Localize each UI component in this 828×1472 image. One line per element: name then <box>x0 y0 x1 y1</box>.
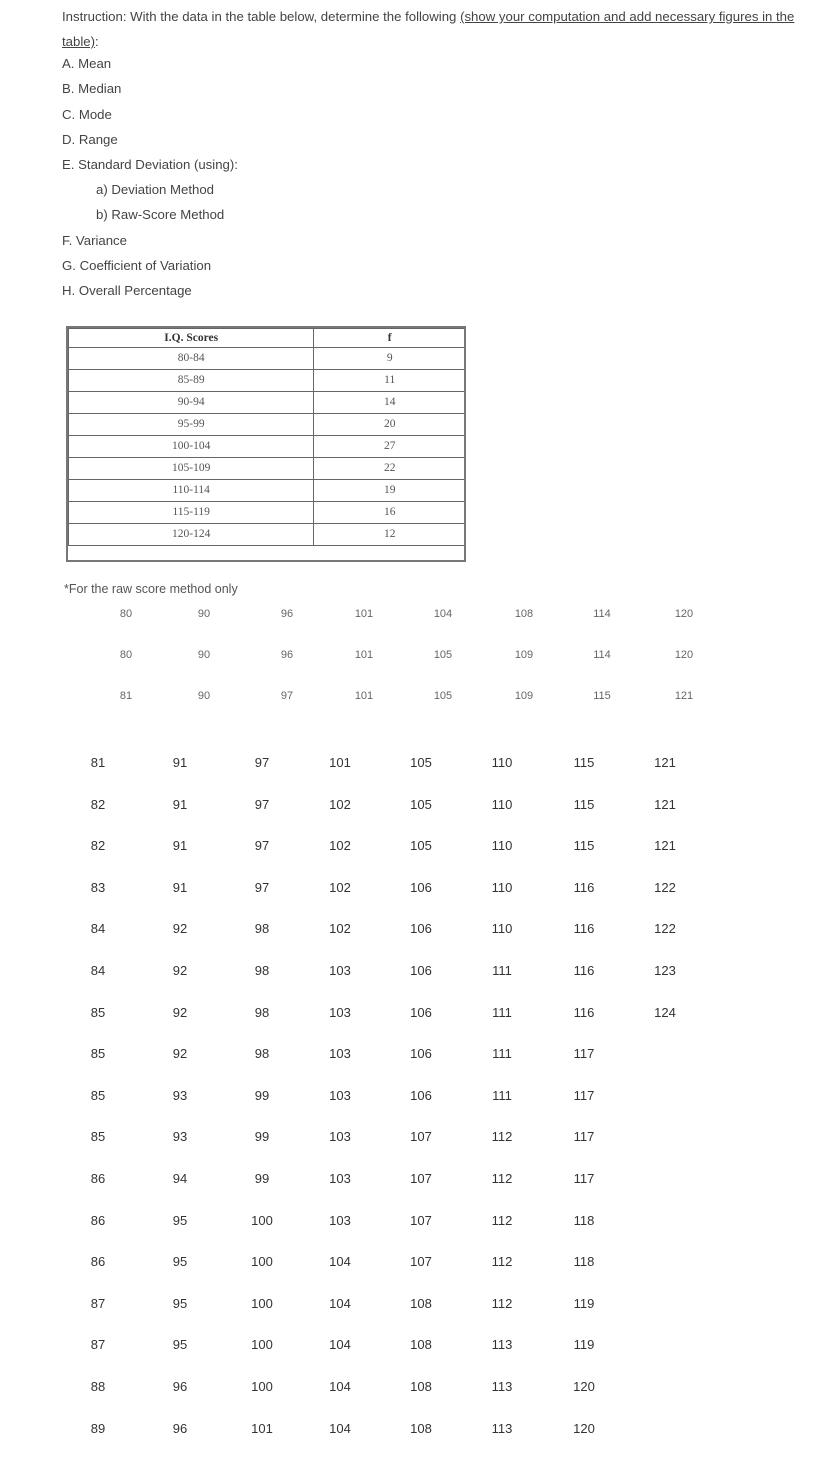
score-value: 108 <box>410 1421 432 1436</box>
score-value: 106 <box>410 1005 432 1020</box>
raw-score-value: 90 <box>197 690 211 702</box>
frequency-table-row <box>69 480 466 502</box>
score-value: 99 <box>254 1171 270 1186</box>
score-value: 115 <box>573 755 595 770</box>
frequency-cell: 20 <box>314 414 466 436</box>
score-value: 99 <box>254 1129 270 1144</box>
score-value: 112 <box>491 1129 513 1144</box>
frequency-cell: 14 <box>314 392 466 414</box>
score-value: 121 <box>654 838 676 853</box>
score-value: 92 <box>172 963 188 978</box>
frequency-cell: 22 <box>314 458 466 480</box>
score-value: 118 <box>573 1213 595 1228</box>
score-value: 87 <box>90 1296 106 1311</box>
score-value: 98 <box>254 1046 270 1061</box>
score-value: 100 <box>251 1213 273 1228</box>
score-value: 111 <box>492 1046 512 1061</box>
score-value: 103 <box>329 1213 351 1228</box>
score-value: 121 <box>654 755 676 770</box>
score-value: 87 <box>90 1337 106 1352</box>
score-value: 99 <box>254 1088 270 1103</box>
score-value: 95 <box>172 1254 188 1269</box>
score-value: 86 <box>90 1254 106 1269</box>
score-value: 91 <box>172 755 188 770</box>
frequency-cell: 19 <box>314 480 466 502</box>
score-value: 110 <box>491 921 513 936</box>
score-value: 113 <box>491 1337 513 1352</box>
score-value: 97 <box>254 880 270 895</box>
raw-score-value: 115 <box>593 690 611 702</box>
score-value: 106 <box>410 1046 432 1061</box>
score-value: 100 <box>251 1296 273 1311</box>
class-interval-cell: 105-109 <box>69 458 314 480</box>
score-value: 104 <box>329 1254 351 1269</box>
class-interval-cell: 100-104 <box>69 436 314 458</box>
score-value: 111 <box>492 1005 512 1020</box>
score-value: 107 <box>410 1213 432 1228</box>
score-value: 121 <box>654 797 676 812</box>
score-value: 85 <box>90 1088 106 1103</box>
item-coefficient-of-variation: G. Coefficient of Variation <box>62 258 212 273</box>
raw-score-value: 105 <box>433 649 453 661</box>
score-value: 104 <box>329 1337 351 1352</box>
score-value: 91 <box>172 880 188 895</box>
score-value: 92 <box>172 1046 188 1061</box>
score-value: 115 <box>573 838 595 853</box>
raw-score-value: 120 <box>674 608 694 620</box>
frequency-table-row <box>69 348 466 370</box>
class-interval-cell: 80-84 <box>69 348 314 370</box>
raw-score-value: 108 <box>514 608 534 620</box>
score-value: 106 <box>410 921 432 936</box>
raw-score-note: *For the raw score method only <box>64 582 238 596</box>
score-value: 88 <box>90 1379 106 1394</box>
score-value: 95 <box>172 1296 188 1311</box>
class-interval-cell: 115-119 <box>69 502 314 524</box>
score-value: 84 <box>90 963 106 978</box>
frequency-table-row <box>69 458 466 480</box>
score-value: 98 <box>254 963 270 978</box>
score-value: 96 <box>172 1379 188 1394</box>
raw-score-value: 104 <box>433 608 453 620</box>
score-value: 112 <box>491 1296 513 1311</box>
raw-score-value: 90 <box>197 608 211 620</box>
raw-score-value: 105 <box>433 690 453 702</box>
score-value: 97 <box>254 797 270 812</box>
score-value: 102 <box>329 921 351 936</box>
item-overall-percentage: H. Overall Percentage <box>62 283 192 298</box>
raw-score-value: 97 <box>280 690 294 702</box>
item-standard-deviation: E. Standard Deviation (using): <box>62 157 238 172</box>
frequency-table <box>68 328 466 546</box>
score-value: 103 <box>329 1046 351 1061</box>
score-value: 85 <box>90 1046 106 1061</box>
raw-score-value: 96 <box>280 608 294 620</box>
score-value: 108 <box>410 1296 432 1311</box>
score-value: 98 <box>254 921 270 936</box>
raw-score-value: 114 <box>593 649 611 661</box>
score-value: 86 <box>90 1171 106 1186</box>
score-value: 110 <box>491 797 513 812</box>
score-value: 86 <box>90 1213 106 1228</box>
raw-score-value: 120 <box>674 649 694 661</box>
score-value: 101 <box>329 755 351 770</box>
score-value: 119 <box>573 1296 595 1311</box>
score-value: 120 <box>573 1379 595 1394</box>
score-value: 91 <box>172 838 188 853</box>
score-value: 101 <box>251 1421 273 1436</box>
frequency-table-row <box>69 524 466 546</box>
score-value: 103 <box>329 1088 351 1103</box>
score-value: 102 <box>329 880 351 895</box>
instruction-tail: : <box>95 34 99 49</box>
score-value: 112 <box>491 1213 513 1228</box>
score-value: 119 <box>573 1337 595 1352</box>
score-value: 117 <box>573 1171 595 1186</box>
score-value: 116 <box>573 921 595 936</box>
raw-score-value: 96 <box>280 649 294 661</box>
class-interval-cell: 85-89 <box>69 370 314 392</box>
raw-score-value: 80 <box>119 608 133 620</box>
subitem-deviation-method: a) Deviation Method <box>96 182 215 197</box>
subitem-raw-score-method: b) Raw-Score Method <box>96 207 225 222</box>
raw-score-value: 80 <box>119 649 133 661</box>
score-value: 107 <box>410 1171 432 1186</box>
raw-score-value: 121 <box>674 690 694 702</box>
raw-score-value: 101 <box>354 608 374 620</box>
score-value: 105 <box>410 838 432 853</box>
score-value: 97 <box>254 838 270 853</box>
score-value: 81 <box>90 755 106 770</box>
score-value: 116 <box>573 1005 595 1020</box>
frequency-table-header <box>69 329 466 348</box>
score-value: 110 <box>491 838 513 853</box>
score-value: 116 <box>573 880 595 895</box>
score-value: 102 <box>329 797 351 812</box>
score-value: 93 <box>172 1129 188 1144</box>
frequency-table-row <box>69 392 466 414</box>
class-interval-cell: 110-114 <box>69 480 314 502</box>
item-range: D. Range <box>62 132 118 147</box>
score-value: 100 <box>251 1337 273 1352</box>
score-value: 108 <box>410 1379 432 1394</box>
frequency-cell: 27 <box>314 436 466 458</box>
frequency-cell: 16 <box>314 502 466 524</box>
score-value: 104 <box>329 1296 351 1311</box>
raw-score-value: 90 <box>197 649 211 661</box>
score-value: 106 <box>410 880 432 895</box>
frequency-table-row <box>69 370 466 392</box>
instruction-text: Instruction: With the data in the table below, determine the following <box>62 9 461 24</box>
frequency-table-row <box>69 436 466 458</box>
raw-score-value: 101 <box>354 690 374 702</box>
score-value: 123 <box>654 963 676 978</box>
score-value: 111 <box>492 1088 512 1103</box>
raw-score-value: 81 <box>119 690 133 702</box>
frequency-table-row <box>69 502 466 524</box>
score-value: 82 <box>90 797 106 812</box>
score-value: 105 <box>410 797 432 812</box>
score-value: 95 <box>172 1213 188 1228</box>
class-interval-cell: 90-94 <box>69 392 314 414</box>
class-interval-cell: 95-99 <box>69 414 314 436</box>
frequency-cell: 11 <box>314 370 466 392</box>
score-value: 108 <box>410 1337 432 1352</box>
score-value: 122 <box>654 880 676 895</box>
frequency-table-row <box>69 414 466 436</box>
score-value: 110 <box>491 880 513 895</box>
score-value: 100 <box>251 1254 273 1269</box>
score-value: 85 <box>90 1005 106 1020</box>
score-value: 92 <box>172 921 188 936</box>
raw-score-value: 114 <box>593 608 611 620</box>
score-value: 98 <box>254 1005 270 1020</box>
score-value: 85 <box>90 1129 106 1144</box>
score-value: 124 <box>654 1005 676 1020</box>
score-value: 93 <box>172 1088 188 1103</box>
score-value: 106 <box>410 963 432 978</box>
item-mode: C. Mode <box>62 107 112 122</box>
score-value: 103 <box>329 1005 351 1020</box>
score-value: 105 <box>410 755 432 770</box>
instruction-paragraph <box>62 4 822 54</box>
score-value: 94 <box>172 1171 188 1186</box>
score-value: 112 <box>491 1171 513 1186</box>
score-value: 102 <box>329 838 351 853</box>
score-value: 117 <box>573 1129 595 1144</box>
header-iq-scores: I.Q. Scores <box>69 329 314 348</box>
item-variance: F. Variance <box>62 233 127 248</box>
raw-score-value: 101 <box>354 649 374 661</box>
score-value: 117 <box>573 1046 595 1061</box>
score-value: 113 <box>491 1379 513 1394</box>
frequency-cell: 9 <box>314 348 466 370</box>
frequency-cell: 12 <box>314 524 466 546</box>
score-value: 120 <box>573 1421 595 1436</box>
score-value: 100 <box>251 1379 273 1394</box>
score-value: 111 <box>492 963 512 978</box>
header-frequency: f <box>314 329 466 348</box>
score-value: 112 <box>491 1254 513 1269</box>
score-value: 89 <box>90 1421 106 1436</box>
score-value: 115 <box>573 797 595 812</box>
score-value: 95 <box>172 1337 188 1352</box>
score-value: 103 <box>329 1171 351 1186</box>
item-median: B. Median <box>62 81 122 96</box>
score-value: 117 <box>573 1088 595 1103</box>
score-value: 106 <box>410 1088 432 1103</box>
score-value: 83 <box>90 880 106 895</box>
score-value: 103 <box>329 963 351 978</box>
score-value: 104 <box>329 1421 351 1436</box>
score-value: 97 <box>254 755 270 770</box>
item-mean: A. Mean <box>62 56 112 71</box>
score-value: 104 <box>329 1379 351 1394</box>
score-value: 82 <box>90 838 106 853</box>
raw-score-value: 109 <box>514 690 534 702</box>
instruction-underlined: (show your computation and add necessary figures in the table) <box>62 9 795 49</box>
class-interval-cell: 120-124 <box>69 524 314 546</box>
score-value: 96 <box>172 1421 188 1436</box>
score-value: 107 <box>410 1254 432 1269</box>
score-value: 91 <box>172 797 188 812</box>
score-value: 113 <box>491 1421 513 1436</box>
score-value: 92 <box>172 1005 188 1020</box>
score-value: 122 <box>654 921 676 936</box>
score-value: 84 <box>90 921 106 936</box>
score-value: 107 <box>410 1129 432 1144</box>
score-value: 110 <box>491 755 513 770</box>
score-value: 118 <box>573 1254 595 1269</box>
score-value: 116 <box>573 963 595 978</box>
score-value: 103 <box>329 1129 351 1144</box>
raw-score-value: 109 <box>514 649 534 661</box>
